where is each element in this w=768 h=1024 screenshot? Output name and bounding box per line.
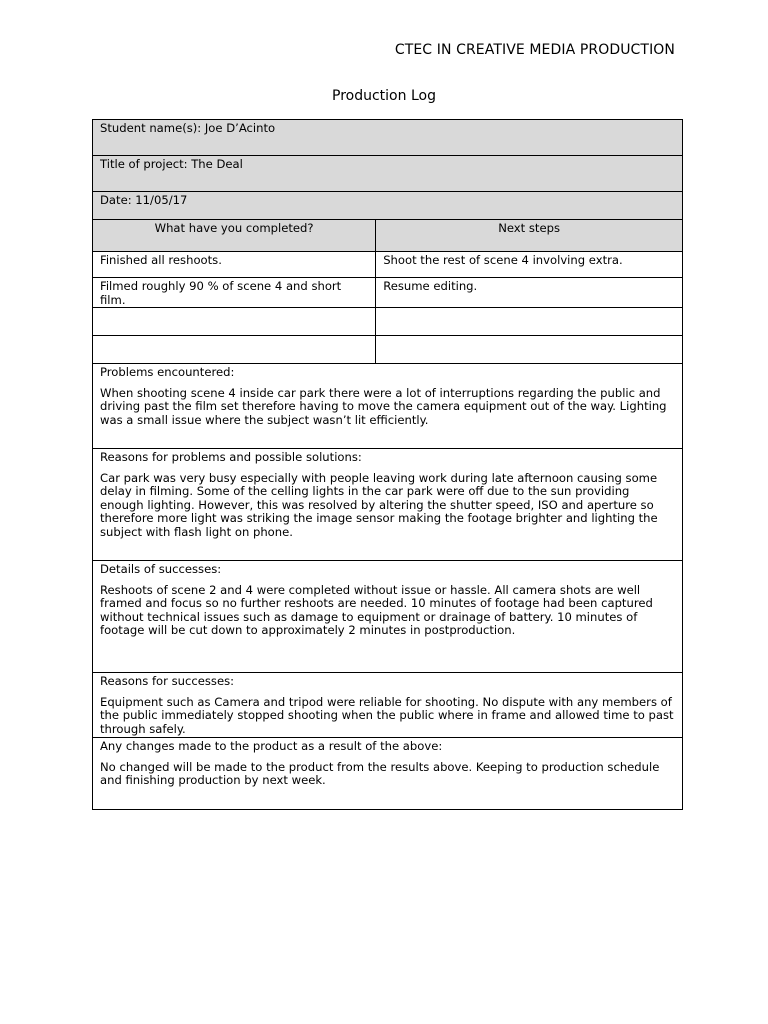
completed-column-header: What have you completed? (93, 220, 376, 252)
section-heading: Any changes made to the product as a result of the above: (100, 739, 443, 753)
table-row (93, 308, 683, 336)
section-body: Equipment such as Camera and tripod were reliable for shooting. No dispute with any members of the public immediately stopped shooting when the public where in frame and allowed time to past through safely. (100, 694, 674, 736)
document-title: Production Log (332, 88, 436, 104)
student-name-field: Student name(s): Joe D’Acinto (93, 120, 683, 156)
successes-section (93, 561, 683, 673)
table-row (93, 252, 683, 278)
project-title-field: Title of project: The Deal (93, 156, 683, 192)
changes-section (93, 738, 683, 810)
section-heading: Problems encountered: (100, 365, 235, 379)
reasons-problems-section (93, 449, 683, 561)
completed-cell (93, 336, 376, 364)
next-steps-cell (376, 336, 683, 364)
date-field: Date: 11/05/17 (93, 192, 683, 220)
production-log-table (92, 119, 683, 810)
next-steps-cell: Resume editing. (376, 278, 683, 308)
section-body: Car park was very busy especially with people leaving work during late afternoon causing some delay in filming. Some of the celling lights in the car park were off due to the sun providing enough lighting. However, this was resolved by altering the shutter speed, ISO and aperture so therefore more light was striking the image sensor making the footage brighter and lighting the subject with flash light on phone. (100, 470, 658, 539)
reasons-successes-section (93, 673, 683, 738)
completed-cell (93, 308, 376, 336)
section-heading: Details of successes: (100, 562, 222, 576)
section-body: Reshoots of scene 2 and 4 were completed without issue or hassle. All camera shots are well framed and focus so no further reshoots are needed. 10 minutes of footage had been captured without technical issues such as damage to equipment or drainage of battery. 10 minutes of footage will be cut down to approximately 2 minutes in postproduction. (100, 582, 653, 637)
table-row (93, 336, 683, 364)
next-steps-cell: Shoot the rest of scene 4 involving extra. (376, 252, 683, 278)
completed-cell: Filmed roughly 90 % of scene 4 and short film. (93, 278, 376, 308)
table-row (93, 278, 683, 308)
document-header: CTEC IN CREATIVE MEDIA PRODUCTION (394, 42, 675, 58)
problems-section (93, 364, 683, 449)
completed-cell: Finished all reshoots. (93, 252, 376, 278)
section-body: When shooting scene 4 inside car park there were a lot of interruptions regarding the public and driving past the film set therefore having to move the camera equipment out of the way. Lighting was a small issue where the subject wasn’t lit efficiently. (100, 385, 667, 427)
section-body: No changed will be made to the product from the results above. Keeping to production schedule and finishing production by next week. (100, 759, 660, 787)
next-steps-cell (376, 308, 683, 336)
next-steps-column-header: Next steps (376, 220, 683, 252)
section-heading: Reasons for successes: (100, 674, 235, 688)
section-heading: Reasons for problems and possible solutions: (100, 450, 362, 464)
